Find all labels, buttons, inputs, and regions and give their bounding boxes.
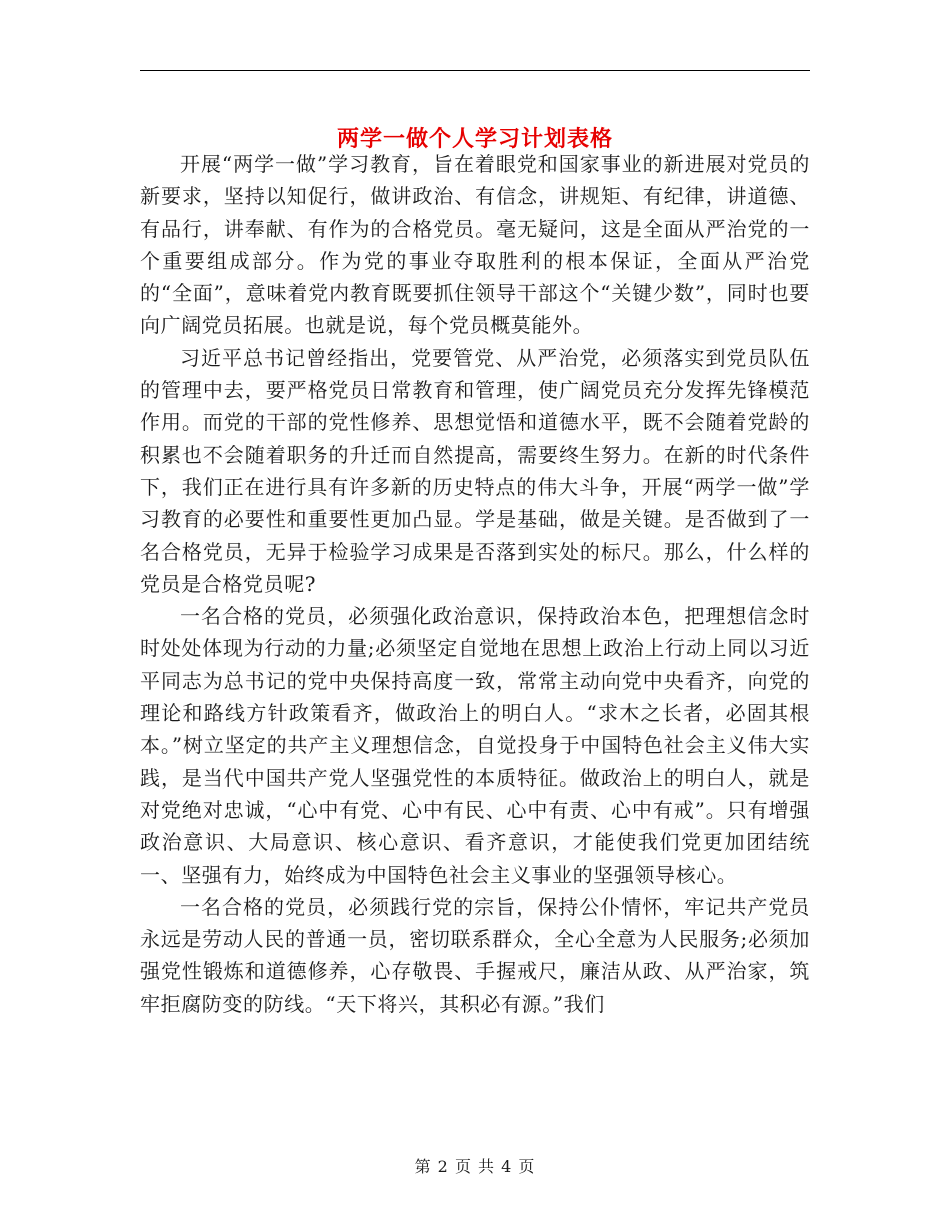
- paragraph-1: 开展“两学一做”学习教育，旨在着眼党和国家事业的新进展对党员的新要求，坚持以知促行，做讲政治、有信念，讲规矩、有纪律，讲道德、有品行，讲奉献、有作为的合格党员。毫无疑问，这是全面从严治党的一个重要组成部分。作为党的事业夺取胜利的根本保证，全面从严治党的“全面”，意味着党内教育既要抓住领导干部这个“关键少数”，同时也要向广阔党员拓展。也就是说，每个党员概莫能外。: [140, 152, 810, 338]
- paragraph-4: 一名合格的党员，必须践行党的宗旨，保持公仆情怀，牢记共产党员永远是劳动人民的普通一员，密切联系群众，全心全意为人民服务;必须加强党性锻炼和道德修养，心存敬畏、手握戒尺，廉洁从政、从严治家，筑牢拒腐防变的防线。“天下将兴，其积必有源。”我们: [140, 894, 810, 1016]
- document-title: 两学一做个人学习计划表格: [336, 125, 613, 152]
- page-footer: [0, 1156, 950, 1178]
- paragraph-2: 习近平总书记曾经指出，党要管党、从严治党，必须落实到党员队伍的管理中去，要严格党员日常教育和管理，使广阔党员充分发挥先锋模范作用。而党的干部的党性修养、思想觉悟和道德水平，既不会随着党龄的积累也不会随着职务的升迁而自然提高，需要终生努力。在新的时代条件下，我们正在进行具有许多新的历史特点的伟大斗争，开展“两学一做”学习教育的必要性和重要性更加凸显。学是基础，做是关键。是否做到了一名合格党员，无异于检验学习成果是否落到实处的标尺。那么，什么样的党员是合格党员呢?: [140, 345, 810, 596]
- paragraph-3: 一名合格的党员，必须强化政治意识，保持政治本色，把理想信念时时处处体现为行动的力量;必须坚定自觉地在思想上政治上行动上同以习近平同志为总书记的党中央保持高度一致，常常主动向党中央看齐，向党的理论和路线方针政策看齐，做政治上的明白人。“求木之长者，必固其根本。”树立坚定的共产主义理想信念，自觉投身于中国特色社会主义伟大实践，是当代中国共产党人坚强党性的本质特征。做政治上的明白人，就是对党绝对忠诚，“心中有党、心中有民、心中有责、心中有戒”。只有增强政治意识、大局意识、核心意识、看齐意识，才能使我们党更加团结统一、坚强有力，始终成为中国特色社会主义事业的坚强领导核心。: [140, 604, 810, 887]
- page-number-label: 第 2 页 共 4 页: [414, 1157, 536, 1176]
- header-rule: [140, 70, 810, 71]
- document-body: [140, 148, 810, 1020]
